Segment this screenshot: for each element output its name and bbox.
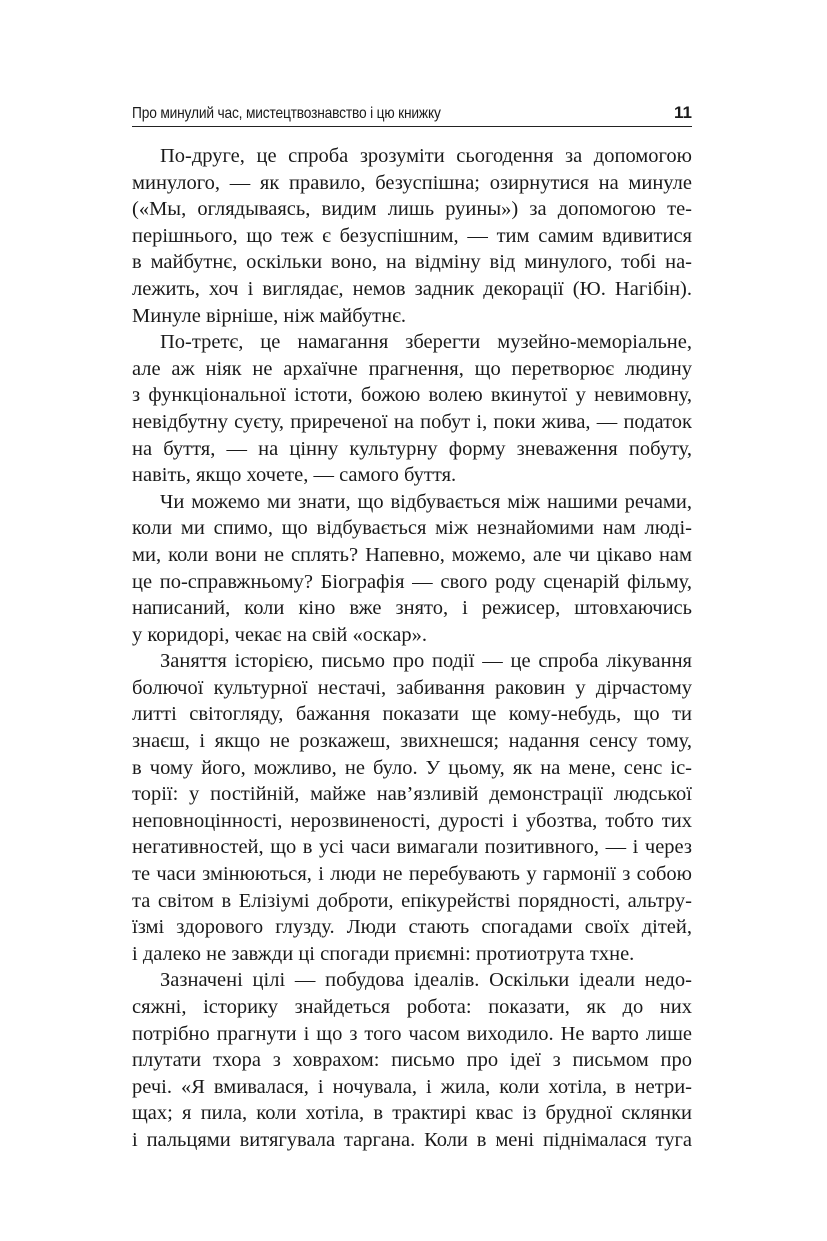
text-line: та світом в Елізіумі доброти, епікурействі порядності, альтру- (132, 889, 692, 912)
text-line: По-третє, це намагання зберегти музейно-меморіальне, (160, 331, 692, 354)
text-line: на буття, — на цінну культурну форму зневаження побуту, (132, 437, 692, 460)
text-line: в чому його, можливо, не було. У цьому, як на мене, сенс іс- (132, 756, 692, 779)
text-line: Чи можемо ми знати, що відбувається між нашими речами, (160, 490, 692, 513)
text-line: і пальцями витягувала таргана. Коли в мені піднімалася туга (132, 1128, 692, 1151)
text-line: По-друге, це спроба зрозуміти сьогодення за допомогою (160, 145, 692, 167)
text-line: торії: у постійній, майже нав’язливій демонстрації людської (132, 783, 692, 806)
text-line: неповноцінності, нерозвиненості, дурості і убозтва, тобто тих (132, 809, 692, 832)
text-line: і далеко не завжди ці спогади приємні: протиотрута тхне. (132, 942, 635, 965)
text-line: знаєш, і якщо не розкажеш, звихнешся; надання сенсу тому, (132, 730, 692, 753)
text-line: ми, коли вони не сплять? Напевно, можемо, але чи цікаво нам (132, 543, 692, 566)
text-line: в майбутнє, оскільки воно, на відміну від минулого, тобі на- (132, 251, 692, 274)
page-number: 11 (674, 103, 692, 122)
text-line: Заняття історією, письмо про події — це спроба лікування (160, 650, 692, 673)
text-line: сяжні, історику знайдеться робота: показати, як до них (132, 996, 692, 1018)
text-line: минулого, — як правило, безуспішна; озирнутися на минуле (132, 171, 692, 194)
paragraph (132, 648, 692, 967)
text-line: невідбутну суєту, приреченої на побут і, поки жива, — податок (132, 410, 692, 433)
text-line: їзмі здорового глузду. Люди стають спогадами своїх дітей, (132, 916, 692, 939)
text-line: у коридорі, чекає на свій «оскар». (132, 623, 427, 646)
paragraph (132, 967, 692, 1153)
text-line: те часи змінюються, і люди не перебувають у гармонії з собою (132, 863, 692, 886)
text-line: речі. «Я вмивалася, і ночувала, і жила, коли хотіла, в нетри- (132, 1075, 692, 1098)
running-title: Про минулий час, мистецтвознавство і цю книжку (132, 105, 441, 122)
text-line: Зазначені цілі — побудова ідеалів. Оскільки ідеали недо- (160, 969, 692, 992)
body-text (132, 143, 692, 1154)
text-line: це по-справжньому? Біографія — свого роду сценарій фільму, (132, 570, 692, 593)
text-line: плутати тхора з ховрахом: письмо про ідеї з письмом про (132, 1049, 692, 1072)
text-line: литті світогляду, бажання показати ще кому-небудь, що ти (132, 703, 692, 726)
text-line: Минуле вірніше, ніж майбутнє. (132, 304, 407, 327)
text-line: негативностей, що в усі часи вимагали позитивного, — і через (132, 836, 692, 859)
text-line: але аж ніяк не архаїчне прагнення, що перетворює людину (132, 357, 692, 380)
paragraph (132, 329, 692, 489)
text-line: з функціональної істоти, божою волею вкинутої у невимовну, (132, 384, 692, 407)
text-line: навіть, якщо хочете, — самого буття. (132, 464, 457, 487)
text-line: написаний, коли кіно вже знято, і режисер, штовхаючись (132, 597, 692, 620)
text-line: перішнього, що теж є безуспішним, — тим самим вдивитися (132, 224, 692, 247)
paragraph (132, 489, 692, 649)
text-line: лежить, хоч і виглядає, немов задник декорації (Ю. Нагібін). (132, 277, 692, 300)
text-line: щах; я пила, коли хотіла, в трактирі квас із брудної склянки (132, 1102, 692, 1125)
text-line: болючої культурної нестачі, забивання раковин у дірчастому (132, 676, 692, 699)
paragraph (132, 143, 692, 329)
text-line: потрібно прагнути і що з того часом виходило. Не варто лише (132, 1022, 692, 1045)
text-line: («Мы, оглядываясь, видим лишь руины») за допомогою те- (132, 198, 692, 221)
text-line: коли ми спимо, що відбувається між незнайомими нам люді- (132, 517, 692, 540)
running-head (132, 100, 692, 127)
